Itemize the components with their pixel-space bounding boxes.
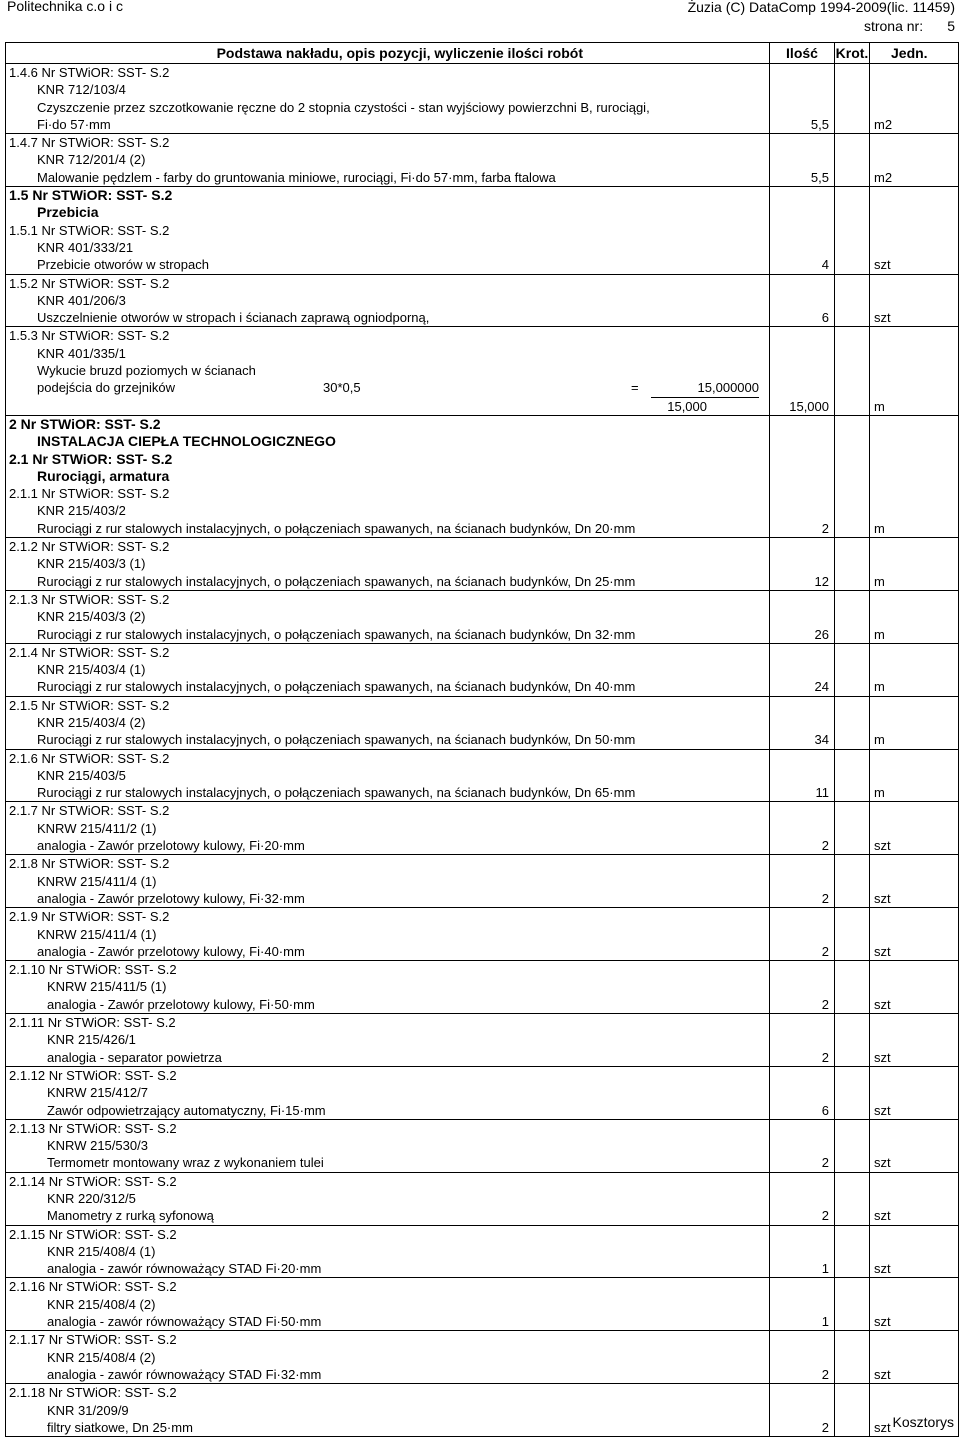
unit-value: szt: [874, 1049, 891, 1065]
unit-value: m: [874, 520, 885, 536]
norm-basis: KNR 215/403/2: [37, 503, 126, 519]
multiplier-cell: [835, 749, 870, 802]
quantity-value: 12: [814, 573, 829, 589]
position-description: Fi·do 57·mm: [37, 116, 111, 132]
table-row: [6, 590, 959, 643]
position-description: Malowanie pędzlem - farby do gruntowania miniowe, rurociągi, Fi·do 57·mm, farba ftalowa: [37, 169, 556, 185]
quantity-cell: [770, 1119, 835, 1172]
multiplier-cell: [835, 1066, 870, 1119]
table-row: [6, 1119, 959, 1172]
header-right: [688, 0, 955, 36]
unit-value: szt: [874, 1102, 891, 1118]
position-description: Przebicie otworów w stropach: [37, 257, 209, 273]
description-cell: [6, 908, 770, 961]
multiplier-cell: [835, 1384, 870, 1437]
description-cell: [6, 749, 770, 802]
position-number: 2.1.3 Nr STWiOR: SST- S.2: [9, 591, 170, 607]
footer-label: Kosztorys: [892, 1414, 954, 1430]
unit-cell: [870, 415, 959, 450]
quantity-value: 5,5: [810, 169, 829, 185]
norm-basis: KNRW 215/411/4 (1): [37, 926, 157, 942]
quantity-value: 2: [821, 890, 829, 906]
norm-basis: KNRW 215/530/3: [47, 1138, 148, 1154]
quantity-cell: [770, 415, 835, 450]
position-number: 2.1.4 Nr STWiOR: SST- S.2: [9, 644, 170, 660]
table-row: [6, 1278, 959, 1331]
norm-basis: KNR 401/333/21: [37, 239, 134, 255]
position-number: 2.1.6 Nr STWiOR: SST- S.2: [9, 750, 170, 766]
multiplier-cell: [835, 1014, 870, 1067]
position-description: filtry siatkowe, Dn 25·mm: [47, 1419, 193, 1435]
section-number: 2 Nr STWiOR: SST- S.2: [9, 415, 161, 432]
position-number: 2.1.9 Nr STWiOR: SST- S.2: [9, 909, 170, 925]
section-row: [6, 415, 959, 450]
quantity-value: 2: [821, 1049, 829, 1065]
norm-basis: KNRW 215/411/2 (1): [37, 820, 157, 836]
norm-basis: KNRW 215/412/7: [47, 1085, 148, 1101]
quantity-value: 6: [821, 1102, 829, 1118]
multiplier-cell: [835, 222, 870, 274]
position-number: 2.1.5 Nr STWiOR: SST- S.2: [9, 697, 170, 713]
quantity-cell: [770, 485, 835, 537]
section-row: [6, 187, 959, 222]
description-cell: [6, 274, 770, 327]
position-description: analogia - Zawór przelotowy kulowy, Fi·40·mm: [37, 943, 305, 959]
unit-cell: [870, 961, 959, 1014]
unit-value: szt: [874, 1208, 891, 1224]
table-row: [6, 696, 959, 749]
description-cell: [6, 451, 770, 486]
multiplier-cell: [835, 485, 870, 537]
quantity-value: 6: [821, 310, 829, 326]
description-cell: [6, 1119, 770, 1172]
column-header-multiplier: Krot.: [835, 43, 870, 64]
unit-value: szt: [874, 943, 891, 959]
unit-value: szt: [874, 1366, 891, 1382]
table-row: [6, 485, 959, 537]
table-row: [6, 1225, 959, 1278]
table-row: [6, 908, 959, 961]
position-number: 1.4.7 Nr STWiOR: SST- S.2: [9, 135, 170, 151]
quantity-cell: [770, 1225, 835, 1278]
section-number: 2.1 Nr STWiOR: SST- S.2: [9, 450, 173, 467]
position-description: Zawór odpowietrzający automatyczny, Fi·15·mm: [47, 1102, 326, 1118]
multiplier-cell: [835, 64, 870, 134]
position-number: 2.1.11 Nr STWiOR: SST- S.2: [9, 1015, 176, 1031]
table-row: [6, 855, 959, 908]
quantity-cell: [770, 696, 835, 749]
description-cell: [6, 1172, 770, 1225]
norm-basis: KNR 215/403/4 (2): [37, 714, 146, 730]
table-row: [6, 222, 959, 274]
norm-basis: KNR 401/206/3: [37, 292, 126, 308]
position-description: Rurociągi z rur stalowych instalacyjnych, o połączeniach spawanych, na ścianach budynków, Dn 40·mm: [37, 679, 636, 695]
calc-equals: =: [631, 380, 639, 396]
table-row: [6, 327, 959, 415]
quantity-cell: [770, 187, 835, 222]
table-row: [6, 1014, 959, 1067]
quantity-cell: [770, 1014, 835, 1067]
quantity-value: 2: [821, 1208, 829, 1224]
description-cell: [6, 1278, 770, 1331]
multiplier-cell: [835, 451, 870, 486]
position-number: 2.1.12 Nr STWiOR: SST- S.2: [9, 1067, 177, 1083]
position-description: analogia - zawór równoważący STAD Fi·20·mm: [47, 1261, 322, 1277]
quantity-cell: [770, 1384, 835, 1437]
unit-cell: [870, 590, 959, 643]
calc-result: 15,000000: [651, 379, 759, 397]
position-number: 2.1.7 Nr STWiOR: SST- S.2: [9, 803, 170, 819]
position-number: 1.5.3 Nr STWiOR: SST- S.2: [9, 328, 170, 344]
multiplier-cell: [835, 696, 870, 749]
multiplier-cell: [835, 1278, 870, 1331]
description-cell: [6, 961, 770, 1014]
table-row: [6, 274, 959, 327]
norm-basis: KNR 215/403/3 (2): [37, 609, 146, 625]
description-cell: [6, 1331, 770, 1384]
position-description: Rurociągi z rur stalowych instalacyjnych, o połączeniach spawanych, na ścianach budynków, Dn 50·mm: [37, 732, 636, 748]
unit-cell: [870, 1066, 959, 1119]
unit-value: m2: [874, 116, 893, 132]
section-title: Rurociągi, armatura: [37, 467, 170, 484]
calculation-line: [9, 379, 769, 397]
multiplier-cell: [835, 187, 870, 222]
description-cell: [6, 802, 770, 855]
section-number: 1.5 Nr STWiOR: SST- S.2: [9, 187, 173, 204]
position-description: analogia - Zawór przelotowy kulowy, Fi·20·mm: [37, 838, 305, 854]
position-number: 2.1.18 Nr STWiOR: SST- S.2: [9, 1385, 177, 1401]
quantity-value: 2: [821, 1366, 829, 1382]
multiplier-cell: [835, 802, 870, 855]
position-number: 1.4.6 Nr STWiOR: SST- S.2: [9, 65, 170, 80]
description-cell: [6, 134, 770, 187]
position-description: Wykucie bruzd poziomych w ścianach: [37, 363, 256, 379]
unit-value: m2: [874, 169, 893, 185]
quantity-cell: [770, 961, 835, 1014]
unit-cell: [870, 64, 959, 134]
unit-cell: [870, 274, 959, 327]
multiplier-cell: [835, 134, 870, 187]
norm-basis: KNR 220/312/5: [47, 1191, 136, 1206]
quantity-cell: [770, 274, 835, 327]
table-body: [6, 64, 959, 1437]
unit-cell: [870, 802, 959, 855]
calc-expression: 30*0,5: [323, 380, 361, 396]
unit-cell: [870, 1172, 959, 1225]
unit-value: m: [874, 398, 885, 414]
unit-cell: [870, 187, 959, 222]
quantity-value: 1: [821, 1314, 829, 1330]
quantity-cell: [770, 855, 835, 908]
unit-cell: [870, 908, 959, 961]
multiplier-cell: [835, 1331, 870, 1384]
column-header-unit: Jedn.: [870, 43, 959, 64]
table-row: [6, 802, 959, 855]
position-description: Manometry z rurką syfonową: [47, 1208, 214, 1224]
norm-basis: KNRW 215/411/4 (1): [37, 873, 157, 889]
position-number: 1.5.2 Nr STWiOR: SST- S.2: [9, 275, 170, 291]
multiplier-cell: [835, 327, 870, 415]
multiplier-cell: [835, 1225, 870, 1278]
quantity-value: 11: [815, 785, 829, 801]
unit-value: szt: [874, 257, 891, 273]
column-header-description: Podstawa nakładu, opis pozycji, wyliczenie ilości robót: [6, 43, 770, 64]
quantity-value: 5,5: [810, 116, 829, 132]
position-number: 2.1.1 Nr STWiOR: SST- S.2: [9, 486, 170, 502]
norm-basis: KNR 215/403/3 (1): [37, 556, 146, 572]
unit-cell: [870, 1225, 959, 1278]
table-row: [6, 134, 959, 187]
position-description: analogia - zawór równoważący STAD Fi·50·mm: [47, 1314, 322, 1330]
norm-basis: KNR 215/403/4 (1): [37, 662, 146, 678]
description-cell: [6, 855, 770, 908]
unit-value: szt: [874, 1261, 891, 1277]
table-row: [6, 1066, 959, 1119]
quantity-value: 1: [821, 1261, 829, 1277]
unit-cell: [870, 855, 959, 908]
position-number: 2.1.10 Nr STWiOR: SST- S.2: [9, 962, 177, 978]
section-row: [6, 451, 959, 486]
quantity-cell: [770, 64, 835, 134]
position-description: analogia - separator powietrza: [47, 1049, 222, 1065]
page-number-line: [688, 17, 955, 36]
multiplier-cell: [835, 643, 870, 696]
quantity-value: 2: [821, 943, 829, 959]
table-row: [6, 538, 959, 591]
description-cell: [6, 415, 770, 450]
table-row: [6, 643, 959, 696]
position-number: 1.5.1 Nr STWiOR: SST- S.2: [9, 222, 170, 238]
multiplier-cell: [835, 961, 870, 1014]
description-cell: [6, 538, 770, 591]
norm-basis: KNR 215/408/4 (2): [47, 1349, 156, 1365]
table-row: [6, 961, 959, 1014]
unit-cell: [870, 485, 959, 537]
quantity-value: 2: [821, 996, 829, 1012]
multiplier-cell: [835, 1172, 870, 1225]
multiplier-cell: [835, 274, 870, 327]
multiplier-cell: [835, 415, 870, 450]
unit-cell: [870, 222, 959, 274]
unit-value: m: [874, 626, 885, 642]
unit-value: szt: [874, 996, 891, 1012]
table-row: [6, 1331, 959, 1384]
unit-cell: [870, 451, 959, 486]
description-cell: [6, 485, 770, 537]
table-row: [6, 749, 959, 802]
quantity-value: 4: [821, 257, 829, 273]
description-cell: [6, 1225, 770, 1278]
position-number: 2.1.16 Nr STWiOR: SST- S.2: [9, 1279, 177, 1295]
position-number: 2.1.13 Nr STWiOR: SST- S.2: [9, 1120, 177, 1136]
quantity-value: 24: [814, 679, 829, 695]
norm-basis: KNR 215/426/1: [47, 1032, 136, 1048]
multiplier-cell: [835, 1119, 870, 1172]
unit-value: m: [874, 573, 885, 589]
unit-value: m: [874, 785, 885, 801]
quantity-cell: [770, 908, 835, 961]
quantity-cell: [770, 802, 835, 855]
quantity-cell: [770, 590, 835, 643]
unit-value: szt: [874, 1419, 891, 1435]
multiplier-cell: [835, 855, 870, 908]
quantity-value: 15,000: [789, 398, 829, 414]
calc-label: podejścia do grzejników: [37, 380, 176, 396]
position-description: Rurociągi z rur stalowych instalacyjnych, o połączeniach spawanych, na ścianach budynków, Dn 20·mm: [37, 520, 636, 536]
unit-cell: [870, 134, 959, 187]
column-header-quantity: Ilość: [770, 43, 835, 64]
table-row: [6, 1384, 959, 1437]
position-description: Termometr montowany wraz z wykonaniem tulei: [47, 1155, 324, 1171]
quantity-cell: [770, 643, 835, 696]
position-description: Rurociągi z rur stalowych instalacyjnych, o połączeniach spawanych, na ścianach budynków, Dn 65·mm: [37, 785, 636, 801]
norm-basis: KNRW 215/411/5 (1): [47, 979, 167, 995]
quantity-cell: [770, 1278, 835, 1331]
page-label: strona nr:: [863, 18, 924, 34]
position-description: Rurociągi z rur stalowych instalacyjnych, o połączeniach spawanych, na ścianach budynków, Dn 32·mm: [37, 626, 636, 642]
unit-cell: [870, 1331, 959, 1384]
quantity-cell: [770, 749, 835, 802]
norm-basis: KNR 712/201/4 (2): [37, 152, 146, 168]
quantity-cell: [770, 1066, 835, 1119]
quantity-value: 34: [814, 732, 829, 748]
norm-basis: KNR 401/335/1: [37, 345, 126, 361]
unit-value: szt: [874, 1155, 891, 1171]
calc-sum: 15,000: [667, 398, 707, 414]
program-title: Politechnika c.o i c: [7, 0, 123, 14]
norm-basis: KNR 31/209/9: [47, 1402, 129, 1418]
page-number: 5: [947, 18, 955, 34]
quantity-value: 2: [821, 1155, 829, 1171]
unit-value: szt: [874, 1314, 891, 1330]
quantity-cell: [770, 1331, 835, 1384]
quantity-cell: [770, 134, 835, 187]
description-cell: [6, 696, 770, 749]
unit-cell: [870, 1278, 959, 1331]
position-description: analogia - Zawór przelotowy kulowy, Fi·50·mm: [47, 996, 315, 1012]
quantity-value: 2: [821, 1419, 829, 1435]
description-cell: [6, 64, 770, 134]
description-cell: [6, 1384, 770, 1437]
quantity-cell: [770, 222, 835, 274]
table-header-row: [6, 43, 959, 64]
position-description: Rurociągi z rur stalowych instalacyjnych, o połączeniach spawanych, na ścianach budynków, Dn 25·mm: [37, 573, 636, 589]
quantity-cell: [770, 327, 835, 415]
unit-value: szt: [874, 310, 891, 326]
quantity-cell: [770, 451, 835, 486]
multiplier-cell: [835, 538, 870, 591]
position-description: analogia - zawór równoważący STAD Fi·32·mm: [47, 1366, 322, 1382]
table-row: [6, 64, 959, 134]
position-number: 2.1.2 Nr STWiOR: SST- S.2: [9, 539, 170, 555]
unit-cell: [870, 538, 959, 591]
description-cell: [6, 1066, 770, 1119]
quantity-value: 26: [814, 626, 829, 642]
position-number: 2.1.8 Nr STWiOR: SST- S.2: [9, 856, 170, 872]
description-cell: [6, 1014, 770, 1067]
norm-basis: KNR 215/408/4 (2): [47, 1296, 156, 1312]
multiplier-cell: [835, 908, 870, 961]
unit-value: szt: [874, 838, 891, 854]
description-cell: [6, 643, 770, 696]
quantity-value: 2: [821, 838, 829, 854]
unit-cell: [870, 1014, 959, 1067]
unit-cell: [870, 327, 959, 415]
position-description: Czyszczenie przez szczotkowanie ręczne do 2 stopnia czystości - stan wyjściowy powierzchni B, rurociągi,: [37, 99, 650, 115]
unit-value: szt: [874, 890, 891, 906]
unit-cell: [870, 1119, 959, 1172]
norm-basis: KNR 712/103/4: [37, 82, 126, 98]
position-description: analogia - Zawór przelotowy kulowy, Fi·32·mm: [37, 890, 305, 906]
multiplier-cell: [835, 590, 870, 643]
norm-basis: KNR 215/408/4 (1): [47, 1243, 156, 1259]
table-row: [6, 1172, 959, 1225]
unit-cell: [870, 749, 959, 802]
unit-cell: [870, 643, 959, 696]
section-title: INSTALACJA CIEPŁA TECHNOLOGICZNEGO: [37, 433, 336, 450]
license-info: Żuzia (C) DataComp 1994-2009(lic. 11459): [687, 0, 955, 15]
norm-basis: KNR 215/403/5: [37, 767, 126, 783]
cost-estimate-table: [5, 42, 959, 1437]
position-number: 2.1.15 Nr STWiOR: SST- S.2: [9, 1226, 177, 1242]
section-title: Przebicia: [37, 204, 99, 221]
unit-cell: [870, 696, 959, 749]
position-number: 2.1.14 Nr STWiOR: SST- S.2: [9, 1173, 177, 1189]
description-cell: [6, 327, 770, 415]
description-cell: [6, 222, 770, 274]
position-number: 2.1.17 Nr STWiOR: SST- S.2: [9, 1332, 177, 1348]
quantity-cell: [770, 1172, 835, 1225]
quantity-value: 2: [821, 520, 829, 536]
quantity-cell: [770, 538, 835, 591]
unit-value: m: [874, 679, 885, 695]
unit-value: m: [874, 732, 885, 748]
description-cell: [6, 590, 770, 643]
description-cell: [6, 187, 770, 222]
position-description: Uszczelnienie otworów w stropach i ścianach zaprawą ogniodporną,: [37, 310, 430, 326]
